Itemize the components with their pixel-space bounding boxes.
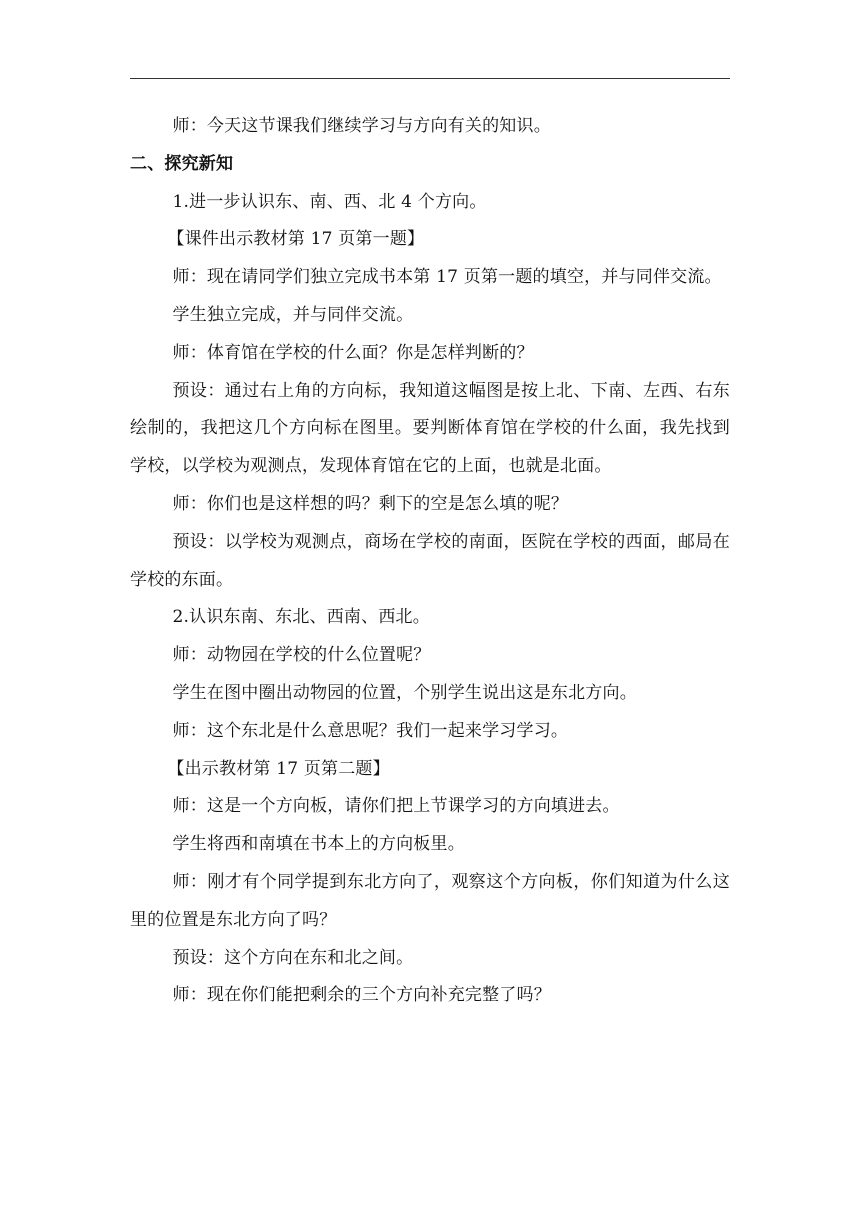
paragraph: 师：体育馆在学校的什么面？你是怎样判断的？ — [172, 342, 534, 363]
paragraph: 学生独立完成，并与同伴交流。 — [172, 304, 414, 325]
paragraph: 师：今天这节课我们继续学习与方向有关的知识。 — [172, 116, 551, 136]
header-rule — [130, 78, 730, 79]
paragraph: 学生将西和南填在书本上的方向板里。 — [172, 834, 465, 855]
paragraph: 师：动物园在学校的什么位置呢？ — [172, 645, 431, 666]
paragraph: 预设：这个方向在东和北之间。 — [172, 947, 414, 968]
paragraph: 师：你们也是这样想的吗？剩下的空是怎么填的呢？ — [172, 493, 569, 514]
paragraph: 师：刚才有个同学提到东北方向了，观察这个方向板，你们知道为什么这里的位置是东北方向了吗？ — [130, 871, 730, 930]
paragraph: 师：这是一个方向板，请你们把上节课学习的方向填进去。 — [172, 796, 620, 817]
paragraph: 学生在图中圈出动物园的位置，个别学生说出这是东北方向。 — [172, 682, 637, 703]
paragraph: 2.认识东南、东北、西南、西北。 — [172, 607, 430, 628]
paragraph: 师：现在你们能把剩余的三个方向补充完整了吗？ — [172, 985, 551, 1006]
paragraph: 预设：通过右上角的方向标，我知道这幅图是按上北、下南、左西、右东绘制的，我把这几个方向标在图里。要判断体育馆在学校的什么面，我先找到学校，以学校为观测点，发现体育馆在它的上面，也就是北面。 — [130, 380, 730, 477]
paragraph: 师：现在请同学们独立完成书本第 17 页第一题的填空，并与同伴交流。 — [172, 267, 722, 288]
paragraph: 1.进一步认识东、南、西、北 4 个方向。 — [172, 191, 487, 212]
section-heading: 二、探究新知 — [130, 153, 234, 174]
document-body — [130, 108, 730, 1015]
paragraph: 预设：以学校为观测点，商场在学校的南面，医院在学校的西面，邮局在学校的东面。 — [130, 531, 730, 590]
courseware-note: 【课件出示教材第 17 页第一题】 — [167, 229, 425, 250]
courseware-note: 【出示教材第 17 页第二题】 — [167, 758, 390, 779]
paragraph: 师：这个东北是什么意思呢？我们一起来学习学习。 — [172, 720, 569, 741]
